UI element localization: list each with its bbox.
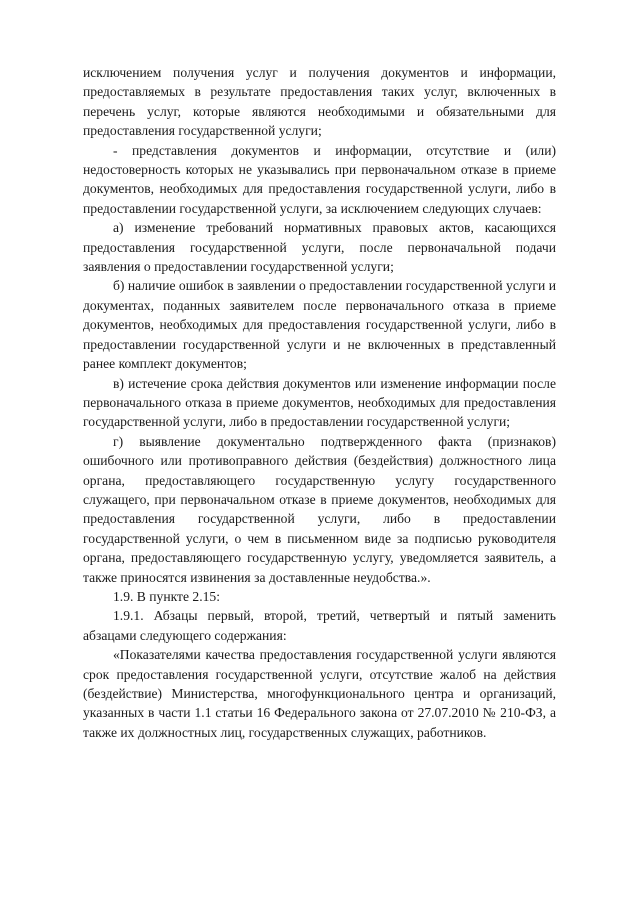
paragraph-list-item-b: б) наличие ошибок в заявлении о предоставлении государственной услуги и документах, поданных заявителем после первоначального отказа в приеме документов, необходимых для предоставления государственной услуги, либо в предоставлении государственной услуги и не включенных в представленный ранее комплект документов; bbox=[83, 278, 556, 372]
paragraph-clause-1-9-1: 1.9.1. Абзацы первый, второй, третий, четвертый и пятый заменить абзацами следующего содержания: bbox=[83, 608, 556, 643]
paragraph-clause-1-9: 1.9. В пункте 2.15: bbox=[113, 588, 220, 604]
paragraph-continuation: исключением получения услуг и получения документов и информации, предоставляемых в результате предоставления таких услуг, включенных в перечень услуг, которые являются необходимыми и обязательными для предоставления государственной услуги; bbox=[83, 65, 556, 139]
paragraph-list-item-dash: - представления документов и информации, отсутствие и (или) недостоверность которых не указывались при первоначальном отказе в приеме документов, необходимых для предоставления государственной услуги, либо в предоставлении государственной услуги, за исключением следующих случаев: bbox=[83, 142, 556, 216]
paragraph-list-item-v: в) истечение срока действия документов или изменение информации после первоначального отказа в приеме документов, необходимых для предоставления государственной услуги, либо в предоставлении государственной услуги; bbox=[83, 375, 556, 430]
paragraph-list-item-g: г) выявление документально подтвержденного факта (признаков) ошибочного или противоправного действия (бездействия) должностного лица органа, предоставляющего государственную услугу государственного служащего, при первоначальном отказе в приеме документов, необходимых для предоставления государственной услуги, либо в предоставлении государственной услуги, о чем в письменном виде за подписью руководителя органа, предоставляющего государственную услугу, уведомляется заявитель, а также приносятся извинения за доставленные неудобства.». bbox=[83, 433, 556, 585]
paragraph-list-item-a: а) изменение требований нормативных правовых актов, касающихся предоставления государственной услуги, после первоначальной подачи заявления о предоставлении государственной услуги; bbox=[83, 220, 556, 275]
document-page bbox=[83, 63, 556, 742]
paragraph-quoted-text: «Показателями качества предоставления государственной услуги являются срок предоставления государственной услуги, отсутствие жалоб на действия (бездействие) Министерства, многофункционального центра и организаций, указанных в части 1.1 статьи 16 Федерального закона от 27.07.2010 № 210-ФЗ, а также их должностных лиц, государственных служащих, работников. bbox=[83, 647, 556, 740]
